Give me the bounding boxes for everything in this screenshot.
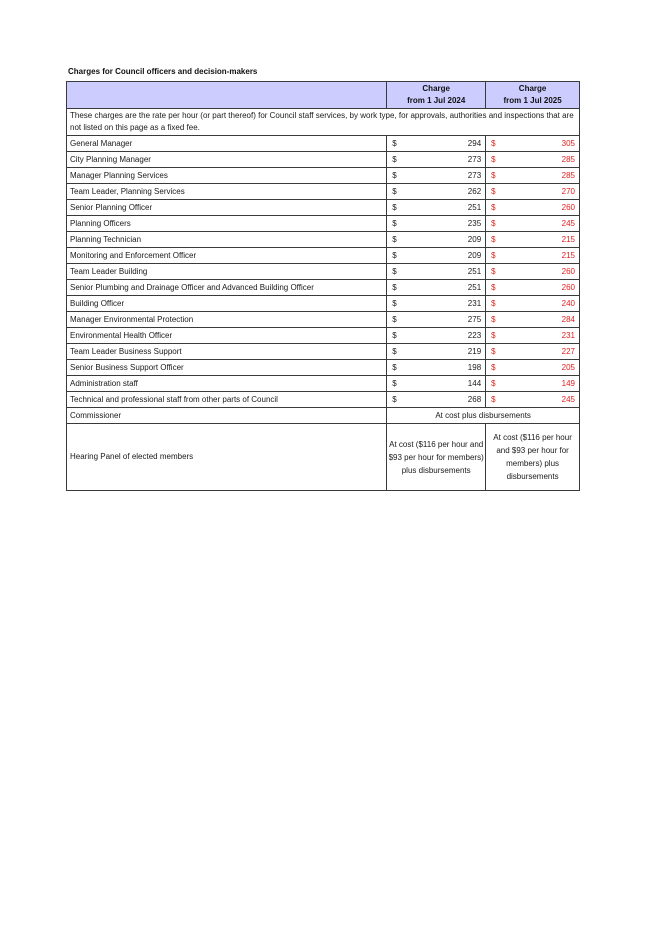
currency-symbol: $ xyxy=(491,378,496,388)
currency-symbol: $ xyxy=(392,138,397,148)
charge-2025-value: 285 xyxy=(561,154,575,164)
role-name: Building Officer xyxy=(67,296,387,312)
charge-2024-cell xyxy=(387,376,486,392)
role-name: Planning Officers xyxy=(67,216,387,232)
table-row xyxy=(67,280,580,296)
charge-2024-value: 231 xyxy=(467,298,482,308)
currency-symbol: $ xyxy=(491,314,496,324)
currency-symbol: $ xyxy=(491,186,496,196)
charge-2025-value: 260 xyxy=(561,282,575,292)
description-text: These charges are the rate per hour (or part thereof) for Council staff services, by work type, for approvals, authorities and inspections that are not listed on this page as a fixed fee. xyxy=(67,109,580,136)
description-row xyxy=(67,109,580,136)
currency-symbol: $ xyxy=(491,298,496,308)
currency-symbol: $ xyxy=(392,170,397,180)
charge-2024-cell xyxy=(387,328,486,344)
charge-2025-value: 245 xyxy=(561,394,575,404)
charge-2025-cell xyxy=(486,136,580,152)
table-row xyxy=(67,168,580,184)
charge-2024-cell xyxy=(387,312,486,328)
charge-2025-cell xyxy=(486,152,580,168)
table-row xyxy=(67,312,580,328)
charge-2024-value: 198 xyxy=(467,362,482,372)
currency-symbol: $ xyxy=(392,266,397,276)
charge-2024-cell xyxy=(387,392,486,408)
charge-2025-cell xyxy=(486,280,580,296)
charge-2025-cell xyxy=(486,360,580,376)
currency-symbol: $ xyxy=(491,266,496,276)
charge-2024-value: 144 xyxy=(467,378,482,388)
charge-2025-cell xyxy=(486,312,580,328)
role-name: City Planning Manager xyxy=(67,152,387,168)
charge-2024-cell xyxy=(387,216,486,232)
charge-2024-cell xyxy=(387,184,486,200)
currency-symbol: $ xyxy=(491,346,496,356)
hearing-panel-charge-2025: At cost ($116 per hour and $93 per hour for members) plus disbursements xyxy=(486,424,580,491)
charge-2025-cell xyxy=(486,376,580,392)
currency-symbol: $ xyxy=(392,314,397,324)
role-name: Team Leader Business Support xyxy=(67,344,387,360)
role-name: Senior Plumbing and Drainage Officer and Advanced Building Officer xyxy=(67,280,387,296)
role-name: Team Leader, Planning Services xyxy=(67,184,387,200)
charge-2024-cell xyxy=(387,280,486,296)
charge-2025-value: 227 xyxy=(561,346,575,356)
currency-symbol: $ xyxy=(392,298,397,308)
page-title: Charges for Council officers and decision-makers xyxy=(68,67,258,76)
charge-2024-value: 251 xyxy=(467,266,482,276)
charge-2025-value: 245 xyxy=(561,218,575,228)
role-name: Technical and professional staff from other parts of Council xyxy=(67,392,387,408)
charge-2024-cell xyxy=(387,232,486,248)
table-row xyxy=(67,216,580,232)
table-row xyxy=(67,360,580,376)
header-charge-2024-line1: Charge xyxy=(422,84,450,93)
role-name: Hearing Panel of elected members xyxy=(67,424,387,491)
charge-2024-cell xyxy=(387,264,486,280)
role-name: Administration staff xyxy=(67,376,387,392)
charge-2025-cell xyxy=(486,232,580,248)
currency-symbol: $ xyxy=(392,202,397,212)
charges-table xyxy=(66,81,580,491)
table-row xyxy=(67,344,580,360)
header-role xyxy=(67,82,387,109)
role-name: Senior Business Support Officer xyxy=(67,360,387,376)
charge-2025-cell xyxy=(486,216,580,232)
commissioner-row xyxy=(67,408,580,424)
charge-2024-value: 273 xyxy=(467,170,482,180)
header-charge-2025-line2: from 1 Jul 2025 xyxy=(503,96,562,105)
currency-symbol: $ xyxy=(491,234,496,244)
role-name: Senior Planning Officer xyxy=(67,200,387,216)
charge-2025-value: 240 xyxy=(561,298,575,308)
charge-2025-cell xyxy=(486,200,580,216)
currency-symbol: $ xyxy=(392,394,397,404)
role-name: Manager Planning Services xyxy=(67,168,387,184)
charge-2025-value: 284 xyxy=(561,314,575,324)
currency-symbol: $ xyxy=(491,362,496,372)
currency-symbol: $ xyxy=(392,186,397,196)
table-row xyxy=(67,232,580,248)
charge-2025-cell xyxy=(486,296,580,312)
currency-symbol: $ xyxy=(491,218,496,228)
charge-2024-cell xyxy=(387,200,486,216)
charge-2025-cell xyxy=(486,344,580,360)
charge-2024-cell xyxy=(387,168,486,184)
charge-2025-value: 285 xyxy=(561,170,575,180)
currency-symbol: $ xyxy=(392,362,397,372)
charge-2024-value: 223 xyxy=(467,330,482,340)
charge-2024-value: 209 xyxy=(467,234,482,244)
charge-2025-value: 231 xyxy=(561,330,575,340)
charge-2025-value: 270 xyxy=(561,186,575,196)
currency-symbol: $ xyxy=(491,394,496,404)
charge-2025-cell xyxy=(486,168,580,184)
role-name: Team Leader Building xyxy=(67,264,387,280)
role-name: Planning Technician xyxy=(67,232,387,248)
role-name: Monitoring and Enforcement Officer xyxy=(67,248,387,264)
charge-2025-cell xyxy=(486,328,580,344)
charge-2024-cell xyxy=(387,296,486,312)
role-name: Environmental Health Officer xyxy=(67,328,387,344)
charge-2024-cell xyxy=(387,360,486,376)
currency-symbol: $ xyxy=(392,378,397,388)
currency-symbol: $ xyxy=(392,282,397,292)
currency-symbol: $ xyxy=(392,330,397,340)
currency-symbol: $ xyxy=(392,218,397,228)
role-name: Manager Environmental Protection xyxy=(67,312,387,328)
charge-2025-cell xyxy=(486,248,580,264)
currency-symbol: $ xyxy=(392,346,397,356)
currency-symbol: $ xyxy=(392,234,397,244)
charge-2024-cell xyxy=(387,152,486,168)
currency-symbol: $ xyxy=(491,250,496,260)
charge-2024-cell xyxy=(387,344,486,360)
charge-2025-value: 305 xyxy=(561,138,575,148)
currency-symbol: $ xyxy=(491,170,496,180)
charge-2024-value: 268 xyxy=(467,394,482,404)
charge-2025-value: 260 xyxy=(561,202,575,212)
charge-2025-cell xyxy=(486,264,580,280)
table-row xyxy=(67,184,580,200)
table-row xyxy=(67,296,580,312)
role-name: Commissioner xyxy=(67,408,387,424)
commissioner-charge: At cost plus disbursements xyxy=(387,408,580,424)
table-row xyxy=(67,264,580,280)
table-row xyxy=(67,200,580,216)
charge-2024-cell xyxy=(387,136,486,152)
currency-symbol: $ xyxy=(392,250,397,260)
currency-symbol: $ xyxy=(392,154,397,164)
header-charge-2025 xyxy=(486,82,580,109)
hearing-panel-row xyxy=(67,424,580,491)
charge-2024-value: 219 xyxy=(467,346,482,356)
charge-2025-cell xyxy=(486,184,580,200)
header-charge-2024 xyxy=(387,82,486,109)
charge-2024-value: 275 xyxy=(467,314,482,324)
hearing-panel-charge-2024: At cost ($116 per hour and $93 per hour for members) plus disbursements xyxy=(387,424,486,491)
table-row xyxy=(67,152,580,168)
currency-symbol: $ xyxy=(491,282,496,292)
role-name: General Manager xyxy=(67,136,387,152)
currency-symbol: $ xyxy=(491,154,496,164)
charge-2025-value: 149 xyxy=(561,378,575,388)
charge-2025-value: 205 xyxy=(561,362,575,372)
charge-2025-value: 260 xyxy=(561,266,575,276)
table-row xyxy=(67,392,580,408)
charge-2025-value: 215 xyxy=(561,234,575,244)
charge-2024-value: 251 xyxy=(467,202,482,212)
charge-2024-value: 209 xyxy=(467,250,482,260)
currency-symbol: $ xyxy=(491,138,496,148)
charge-2024-value: 251 xyxy=(467,282,482,292)
charge-2024-value: 235 xyxy=(467,218,482,228)
currency-symbol: $ xyxy=(491,330,496,340)
charge-2025-value: 215 xyxy=(561,250,575,260)
table-row xyxy=(67,328,580,344)
table-row xyxy=(67,376,580,392)
table-row xyxy=(67,136,580,152)
charge-2024-value: 273 xyxy=(467,154,482,164)
charge-2024-cell xyxy=(387,248,486,264)
charge-2024-value: 294 xyxy=(467,138,482,148)
table-row xyxy=(67,248,580,264)
table-header-row xyxy=(67,82,580,109)
header-charge-2025-line1: Charge xyxy=(518,84,547,93)
header-charge-2024-line2: from 1 Jul 2024 xyxy=(407,96,466,105)
currency-symbol: $ xyxy=(491,202,496,212)
charge-2025-cell xyxy=(486,392,580,408)
charge-2024-value: 262 xyxy=(467,186,482,196)
